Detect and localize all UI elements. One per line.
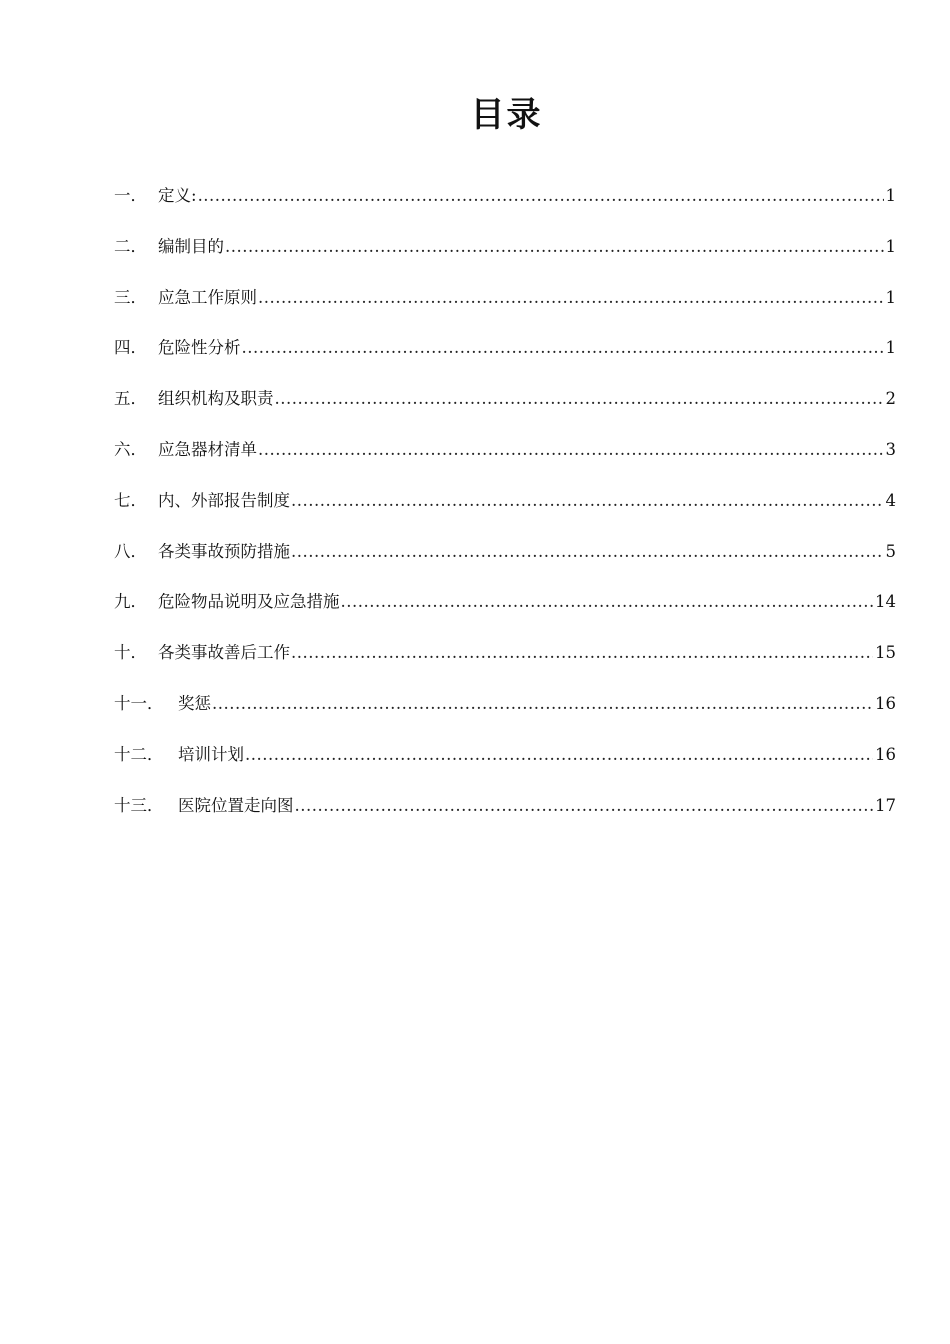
toc-entry-9[interactable] — [114, 588, 896, 639]
toc-entry-page: 5 — [885, 541, 896, 561]
toc-entry-page: 15 — [875, 643, 896, 663]
toc-entry-text: 危险物品说明及应急措施 — [158, 592, 340, 612]
toc-entry-number: 十二． — [114, 744, 164, 764]
toc-entry-12[interactable] — [114, 741, 896, 792]
toc-entry-page: 1 — [885, 338, 896, 358]
toc-entry-6[interactable] — [114, 436, 896, 487]
toc-entry-page: 4 — [885, 490, 896, 510]
table-of-contents — [114, 182, 896, 842]
toc-entry-text: 各类事故善后工作 — [158, 643, 290, 663]
toc-entry-text: 应急器材清单 — [158, 439, 257, 459]
toc-dot-leader — [341, 588, 874, 616]
toc-entry-text: 医院位置走向图 — [178, 795, 294, 815]
toc-entry-number: 七． — [114, 490, 147, 510]
toc-entry-text: 内、外部报告制度 — [158, 490, 290, 510]
toc-entry-11[interactable] — [114, 690, 896, 741]
toc-entry-number: 九． — [114, 592, 147, 612]
toc-entry-2[interactable] — [114, 233, 896, 284]
toc-entry-number: 一． — [114, 186, 147, 205]
toc-entry-13[interactable] — [114, 792, 896, 843]
toc-entry-page: 16 — [875, 744, 896, 764]
toc-entry-page: 1 — [885, 236, 896, 256]
toc-entry-number: 六． — [114, 439, 147, 459]
toc-title: 目录 — [470, 95, 543, 135]
toc-entry-4[interactable] — [114, 334, 896, 385]
toc-dot-leader — [291, 487, 884, 515]
toc-entry-page: 1 — [885, 186, 896, 205]
toc-entry-number: 四． — [114, 338, 147, 358]
toc-entry-8[interactable] — [114, 538, 896, 589]
toc-dot-leader — [291, 538, 884, 566]
toc-entry-page: 16 — [875, 693, 896, 713]
toc-entry-number: 十一． — [114, 693, 164, 713]
toc-entry-text: 定义: — [158, 186, 197, 205]
toc-dot-leader — [198, 182, 884, 210]
toc-entry-number: 八． — [114, 541, 147, 561]
toc-dot-leader — [258, 436, 884, 464]
toc-entry-1[interactable] — [114, 182, 896, 233]
toc-entry-text: 各类事故预防措施 — [158, 541, 290, 561]
toc-dot-leader — [225, 233, 884, 261]
toc-entry-text: 应急工作原则 — [158, 287, 257, 307]
toc-entry-page: 1 — [885, 287, 896, 307]
toc-dot-leader — [258, 284, 884, 312]
toc-entry-text: 危险性分析 — [158, 338, 241, 358]
toc-entry-page: 3 — [885, 439, 896, 459]
toc-entry-number: 十三． — [114, 795, 164, 815]
toc-entry-page: 2 — [885, 389, 896, 409]
toc-entry-page: 17 — [875, 795, 896, 815]
toc-entry-number: 三． — [114, 287, 147, 307]
toc-entry-number: 十． — [114, 643, 147, 663]
toc-entry-page: 14 — [875, 592, 896, 612]
toc-entry-number: 二． — [114, 236, 147, 256]
toc-entry-text: 编制目的 — [158, 236, 224, 256]
toc-dot-leader — [242, 334, 884, 362]
toc-entry-3[interactable] — [114, 284, 896, 335]
toc-entry-7[interactable] — [114, 487, 896, 538]
toc-entry-number: 五． — [114, 389, 147, 409]
toc-entry-text: 组织机构及职责 — [158, 389, 274, 409]
toc-entry-text: 奖惩 — [178, 693, 211, 713]
toc-dot-leader — [291, 639, 873, 667]
toc-entry-10[interactable] — [114, 639, 896, 690]
toc-entry-text: 培训计划 — [178, 744, 244, 764]
toc-dot-leader — [212, 690, 873, 718]
toc-dot-leader — [245, 741, 873, 769]
toc-dot-leader — [275, 385, 884, 413]
toc-dot-leader — [295, 792, 874, 820]
toc-entry-5[interactable] — [114, 385, 896, 436]
